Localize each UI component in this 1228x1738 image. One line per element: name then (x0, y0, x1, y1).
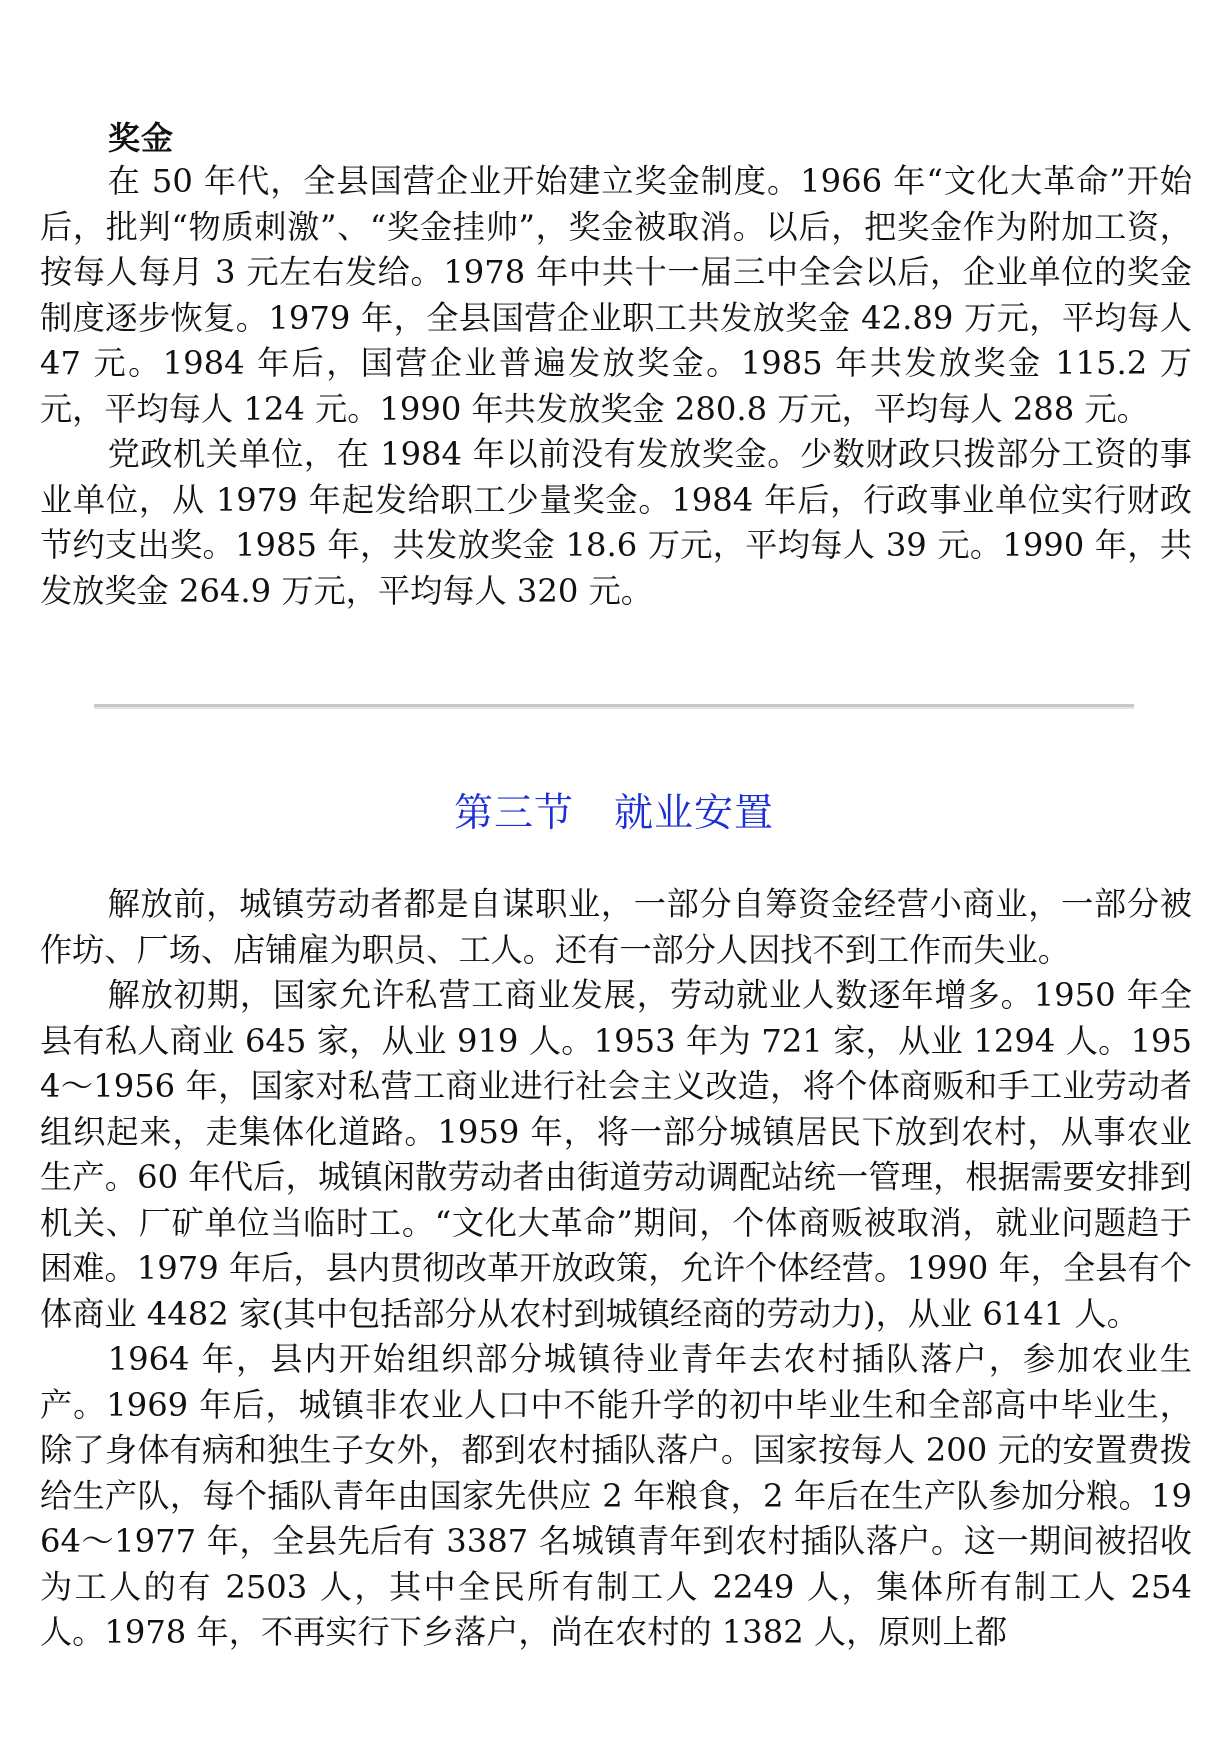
paragraph: 1964 年，县内开始组织部分城镇待业青年去农村插队落户，参加农业生产。1969 年后，城镇非农业人口中不能升学的初中毕业生和全部高中毕业生，除了身体有病和独生子女外，都到农村插队落户。国家按每人 200 元的安置费拨给生产队，每个插队青年由国家先供应 2 年粮食，2 年后在生产队参加分粮。1964～1977 年，全县先后有 3387 名城镇青年到农村插队落户。这一期间被招收为工人的有 2503 人，其中全民所有制工人 2249 人，集体所有制工人 254 人。1978 年，不再实行下乡落户，尚在农村的 1382 人，原则上都 (40, 1340, 1192, 1651)
paragraph: 解放初期，国家允许私营工商业发展，劳动就业人数逐年增多。1950 年全县有私人商业 645 家，从业 919 人。1953 年为 721 家，从业 1294 人。1954～1956 年，国家对私营工商业进行社会主义改造，将个体商贩和手工业劳动者组织起来，走集体化道路。1959 年，将一部分城镇居民下放到农村，从事农业生产。60 年代后，城镇闲散劳动者由街道劳动调配站统一管理，根据需要安排到机关、厂矿单位当临时工。“文化大革命”期间，个体商贩被取消，就业问题趋于困难。1979 年后，县内贯彻改革开放政策，允许个体经营。1990 年，全县有个体商业 4482 家(其中包括部分从农村到城镇经商的劳动力)，从业 6141 人。 (40, 976, 1192, 1333)
section-title (0, 790, 1228, 838)
section-number: 第三节 (453, 791, 574, 836)
subheading-bonus: 奖金 (108, 119, 175, 157)
paragraph: 在 50 年代，全县国营企业开始建立奖金制度。1966 年“文化大革命”开始后，批判“物质刺激”、“奖金挂帅”，奖金被取消。以后，把奖金作为附加工资，按每人每月 3 元左右发给。1978 年中共十一届三中全会以后，企业单位的奖金制度逐步恢复。1979 年，全县国营企业职工共发放奖金 42.89 万元，平均每人 47 元。1984 年后，国营企业普遍发放奖金。1985 年共发放奖金 115.2 万元，平均每人 124 元。1990 年共发放奖金 280.8 万元，平均每人 288 元。 (40, 162, 1192, 428)
section-name: 就业安置 (614, 791, 775, 836)
paragraph: 解放前，城镇劳动者都是自谋职业，一部分自筹资金经营小商业，一部分被作坊、厂场、店铺雇为职员、工人。还有一部分人因找不到工作而失业。 (40, 885, 1192, 969)
section-divider (94, 704, 1134, 709)
employment-section (40, 882, 1192, 1656)
bonus-section (40, 117, 1192, 614)
paragraph: 党政机关单位，在 1984 年以前没有发放奖金。少数财政只拨部分工资的事业单位，从 1979 年起发给职工少量奖金。1984 年后，行政事业单位实行财政节约支出奖。1985 年，共发放奖金 18.6 万元，平均每人 39 元。1990 年，共发放奖金 264.9 万元，平均每人 320 元。 (40, 435, 1192, 610)
